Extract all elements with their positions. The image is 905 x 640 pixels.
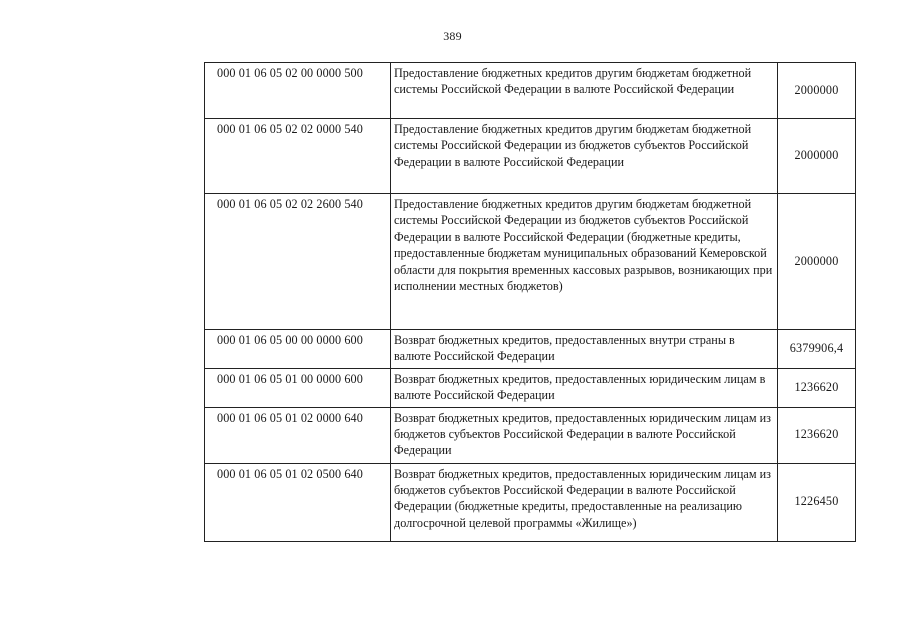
page-number: 389 <box>443 29 462 43</box>
row-value: 6379906,4 <box>778 330 856 369</box>
row-code: 000 01 06 05 01 02 0500 640 <box>205 463 391 541</box>
row-value: 2000000 <box>778 194 856 330</box>
row-value: 1226450 <box>778 463 856 541</box>
table-row <box>205 463 856 541</box>
row-description: Возврат бюджетных кредитов, предоставленных юридическим лицам в валюте Российской Федерации <box>391 368 778 407</box>
row-value: 1236620 <box>778 368 856 407</box>
table-row <box>205 63 856 119</box>
budget-table <box>204 62 856 542</box>
row-code: 000 01 06 05 02 02 2600 540 <box>205 194 391 330</box>
row-code: 000 01 06 05 02 00 0000 500 <box>205 63 391 119</box>
table-row <box>205 119 856 194</box>
table-row <box>205 194 856 330</box>
table-row <box>205 330 856 369</box>
row-description: Предоставление бюджетных кредитов другим бюджетам бюджетной системы Российской Федерации в валюте Российской Федерации <box>391 63 778 119</box>
row-code: 000 01 06 05 00 00 0000 600 <box>205 330 391 369</box>
row-value: 1236620 <box>778 407 856 463</box>
table-row <box>205 407 856 463</box>
row-code: 000 01 06 05 01 02 0000 640 <box>205 407 391 463</box>
row-description: Возврат бюджетных кредитов, предоставленных юридическим лицам из бюджетов субъектов Российской Федерации в валюте Российской Федерации (бюджетные кредиты, предоставленные на реализацию долгосрочной целевой программы «Жилище») <box>391 463 778 541</box>
row-description: Возврат бюджетных кредитов, предоставленных юридическим лицам из бюджетов субъектов Российской Федерации в валюте Российской Федерации <box>391 407 778 463</box>
row-description: Предоставление бюджетных кредитов другим бюджетам бюджетной системы Российской Федерации из бюджетов субъектов Российской Федерации в валюте Российской Федерации (бюджетные кредиты, предоставленные бюджетам муниципальных образований Кемеровской области для покрытия временных кассовых разрывов, возникающих при исполнении местных бюджетов) <box>391 194 778 330</box>
table-row <box>205 368 856 407</box>
row-description: Предоставление бюджетных кредитов другим бюджетам бюджетной системы Российской Федерации из бюджетов субъектов Российской Федерации в валюте Российской Федерации <box>391 119 778 194</box>
row-code: 000 01 06 05 01 00 0000 600 <box>205 368 391 407</box>
row-code: 000 01 06 05 02 02 0000 540 <box>205 119 391 194</box>
row-value: 2000000 <box>778 119 856 194</box>
row-value: 2000000 <box>778 63 856 119</box>
row-description: Возврат бюджетных кредитов, предоставленных внутри страны в валюте Российской Федерации <box>391 330 778 369</box>
